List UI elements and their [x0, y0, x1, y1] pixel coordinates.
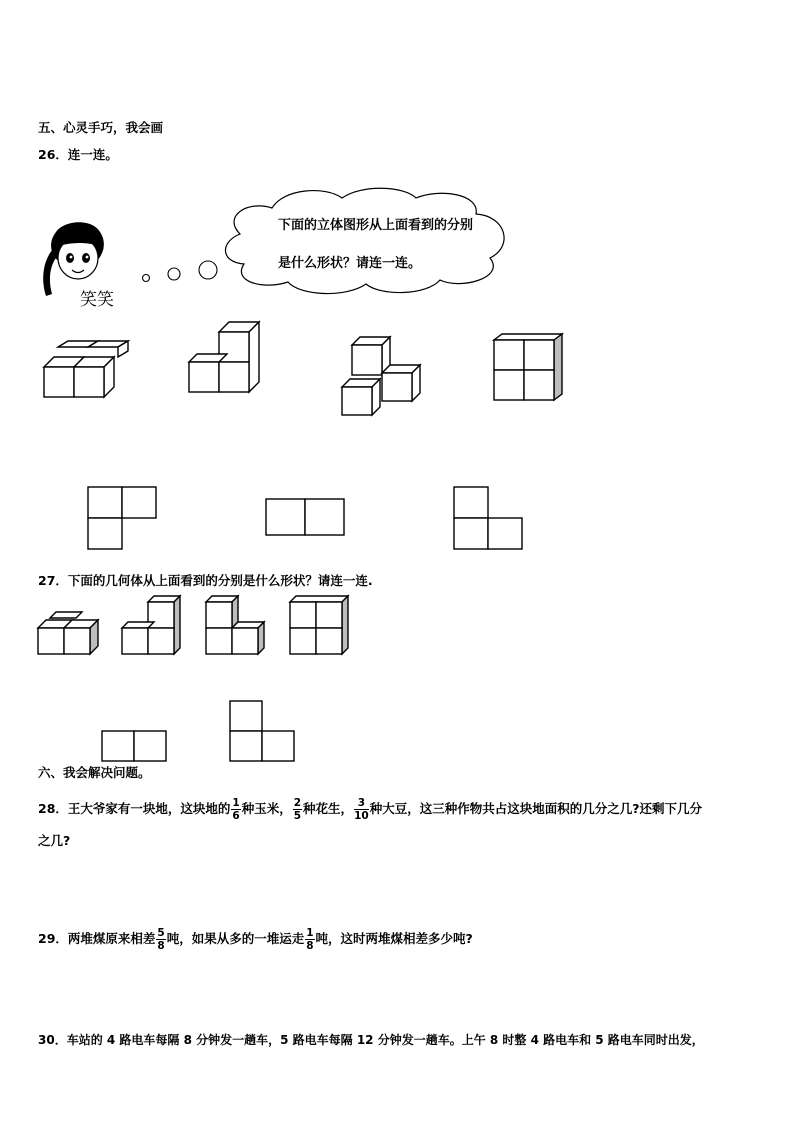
q28-fraction-3-denominator: 10 [354, 810, 369, 822]
q26-top-view-3 [452, 485, 526, 551]
q26-top-view-2 [264, 497, 348, 537]
q29-text-3: 吨，这时两堆煤相差多少吨? [315, 931, 473, 946]
bubble-text-line-2: 是什么形状？请连一连。 [278, 256, 422, 271]
q28-fraction-2-numerator: 2 [293, 796, 302, 809]
q29-fraction-2-denominator: 8 [306, 940, 314, 952]
question-29 [38, 925, 473, 953]
q26-solid-3 [338, 333, 428, 418]
q27-solid-2 [120, 594, 186, 658]
q26-solid-4 [490, 330, 570, 402]
q28-fraction-3-numerator: 3 [354, 798, 369, 811]
section-5-title: 五、心灵手巧，我会画 [38, 120, 164, 135]
q29-fraction-1-denominator: 8 [157, 940, 165, 952]
q28-fraction-2 [293, 798, 302, 822]
q28-text-2: 种玉米， [241, 801, 292, 816]
q29-fraction-2-numerator: 1 [306, 926, 314, 939]
q26-solid-2 [185, 318, 275, 398]
q28-fraction-1 [231, 798, 240, 822]
q29-text-2: 吨，如果从多的一堆运走 [166, 931, 305, 946]
q28-text-1: 28．王大爷家有一块地，这块地的 [38, 801, 231, 816]
q28-fraction-2-denominator: 5 [293, 810, 302, 822]
q29-fraction-1 [156, 928, 165, 952]
q28-text-4: 种大豆，这三种作物共占这块地面积的几分之几?还剩下几分 [369, 801, 702, 816]
question-27-text: 27．下面的几何体从上面看到的分别是什么形状？请连一连. [38, 573, 373, 588]
question-26-text: 连一连。 [67, 147, 118, 162]
q28-fraction-1-denominator: 6 [232, 810, 240, 822]
q28-fraction-3 [354, 798, 369, 822]
question-26 [38, 149, 118, 162]
q28-fraction-1-numerator: 1 [232, 796, 240, 809]
q29-fraction-1-numerator: 5 [157, 926, 165, 939]
question-26-number: 26． [38, 147, 68, 162]
q27-solid-1 [36, 612, 106, 658]
character-name-label: 笑笑 [80, 290, 114, 310]
q29-text-1: 29．两堆煤原来相差 [38, 931, 156, 946]
section-6-title: 六、我会解决问题。 [38, 765, 151, 780]
q27-top-view-1 [100, 729, 168, 763]
q27-solid-4 [288, 594, 354, 658]
q29-fraction-2 [305, 928, 314, 952]
thought-bubble-icon [140, 186, 540, 296]
question-30-text: 30．车站的 4 路电车每隔 8 分钟发一趟车，5 路电车每隔 12 分钟发一趟车。上午 8 时整 4 路电车和 5 路电车同时出发， [38, 1033, 704, 1047]
q27-top-view-2 [228, 699, 296, 763]
q27-solid-3 [204, 594, 270, 658]
q28-text-3: 种花生， [303, 801, 354, 816]
q26-top-view-1 [86, 485, 158, 551]
question-28 [38, 795, 702, 823]
q26-solid-1 [38, 335, 138, 405]
bubble-text-line-1: 下面的立体图形从上面看到的分别 [278, 218, 474, 233]
question-28-line-2: 之几? [38, 833, 71, 848]
